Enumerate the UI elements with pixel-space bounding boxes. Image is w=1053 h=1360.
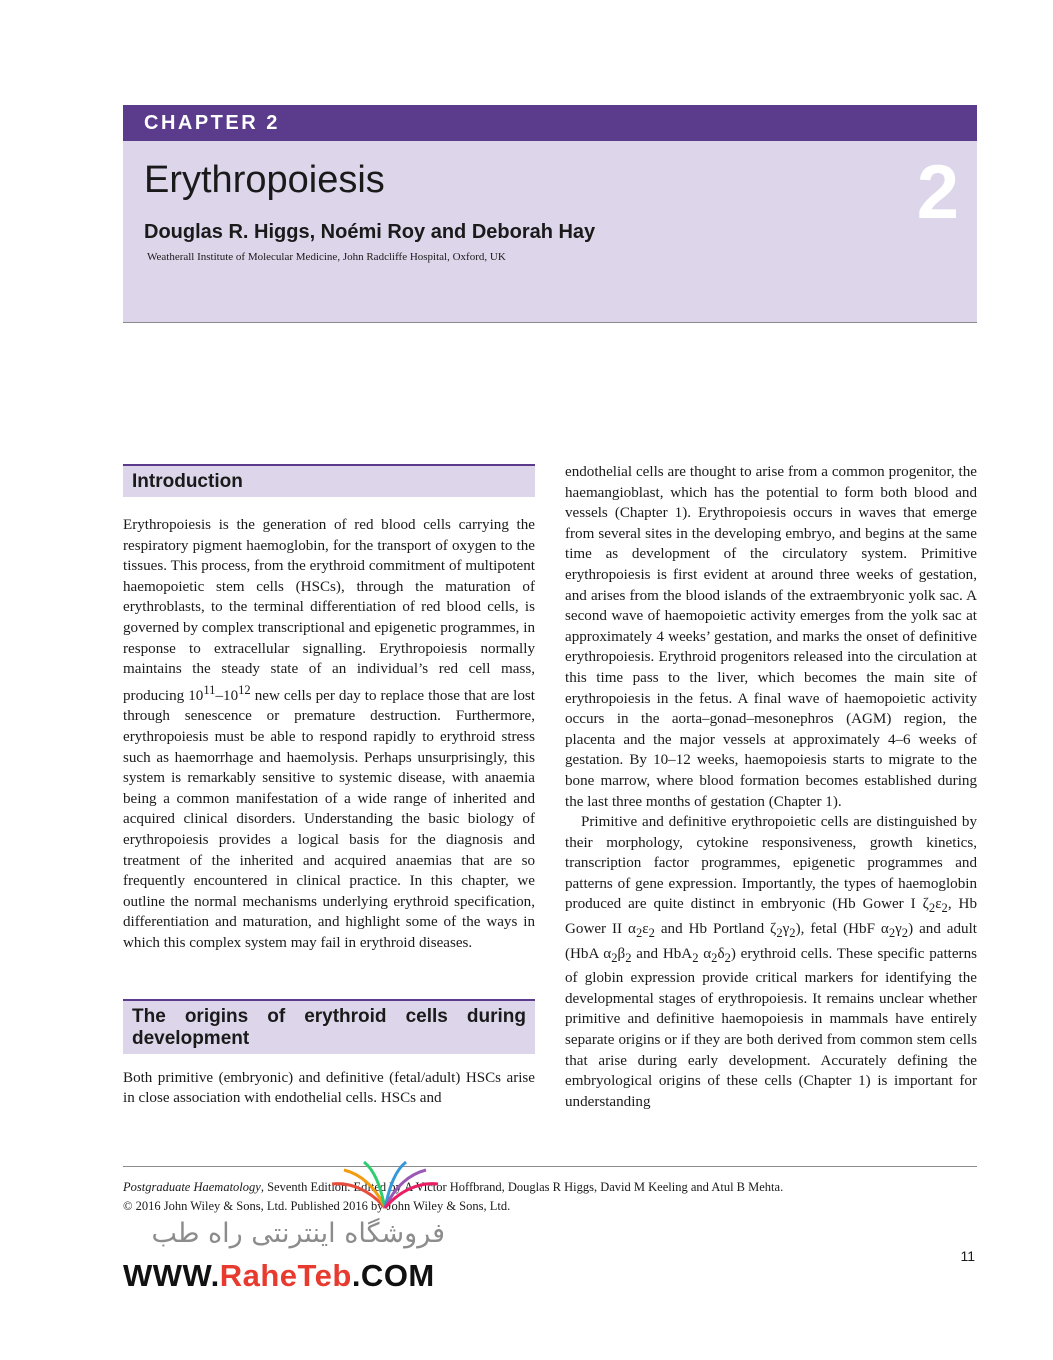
section-heading-origins: The origins of erythroid cells during development bbox=[123, 999, 535, 1054]
intro-text-part-1: Erythropoiesis is the generation of red blood cells carrying the respiratory pigment haemoglobin, for the transport of oxygen to the tissues. This process, from the erythroid commitment of multipotent haemopoietic stem cells (HSCs), through the maturation of erythroblasts, to the terminal differentiation of red blood cells, is governed by complex transcriptional and epigenetic programmes, in response to extracellular signalling. Erythropoiesis normally maintains the steady state of an individual’s red cell mass, producing 10 bbox=[123, 517, 535, 704]
authors: Douglas R. Higgs, Noémi Roy and Deborah Hay bbox=[144, 221, 596, 243]
footer-citation bbox=[123, 1178, 883, 1216]
intro-text-part-2: new cells per day to replace those that are lost through senescence or premature destruction. Furthermore, erythropoiesis must be able to respond rapidly to erythroid stress such as haemorrhage and haemolysis. Perhaps unsurprisingly, this system is remarkably sensitive to systemic disease, with anaemia being a common manifestation of a wide range of inherited and acquired clinical disorders. Understanding the basic biology of erythropoiesis provides a logical basis for the diagnosis and treatment of the inherited and acquired anaemias that are so frequently encountered in clinical practice. In this chapter, we outline the normal mechanisms underlying erythroid specification, differentiation and maturation, and highlight some of the ways in which this complex system may fail in erythroid diseases. bbox=[123, 687, 535, 951]
subscript: 2 bbox=[789, 926, 796, 941]
text-run: ) and adult (HbA α bbox=[565, 921, 977, 962]
subscript: 2 bbox=[635, 926, 643, 941]
text-run: ) erythroid cells. These specific patterns of globin expression provide critical markers for identifying the developmental stages of erythropoiesis. It remains unclear whether primitive and definitive haemopoiesis in mammals have entirely separate origins or if they are both derived from common stem cells that arise during early development. Accurately defining the embryological origins of these cells (Chapter 1) is important for understanding bbox=[565, 945, 977, 1110]
right-column bbox=[565, 462, 977, 1112]
url-prefix: WWW. bbox=[123, 1258, 220, 1293]
subscript: 2 bbox=[692, 950, 699, 965]
haemoglobin-paragraph bbox=[565, 812, 977, 1112]
exponent-11: 11 bbox=[203, 682, 216, 697]
page-number: 11 bbox=[960, 1248, 975, 1264]
chapter-label-bar bbox=[123, 105, 977, 141]
citation-line-1 bbox=[123, 1178, 883, 1197]
watermark-url bbox=[123, 1258, 435, 1294]
intro-dash: –10 bbox=[215, 687, 239, 704]
text-run: ), fetal (HbF α bbox=[795, 921, 889, 938]
subscript: 2 bbox=[901, 926, 909, 941]
text-run: γ bbox=[782, 921, 790, 938]
text-run: Primitive and definitive erythropoietic cells are distinguished by their morphology, cytokine responsiveness, growth kinetics, transcription factor programmes, epigenetic programmes and patterns of gene expression. Importantly, the types of haemoglobin produced are quite distinct in embryonic (Hb Gower I ζ bbox=[565, 814, 977, 913]
text-run: , Hb Gower II α bbox=[565, 896, 978, 938]
subscript: 2 bbox=[928, 901, 936, 916]
affiliation: Weatherall Institute of Molecular Medicine, John Radcliffe Hospital, Oxford, UK bbox=[147, 251, 506, 263]
url-brand: RaheTeb bbox=[219, 1258, 352, 1293]
text-run: β bbox=[617, 945, 626, 962]
subscript: 2 bbox=[648, 926, 655, 941]
subscript: 2 bbox=[711, 950, 718, 965]
exponent-12: 12 bbox=[238, 682, 251, 697]
footer-divider bbox=[123, 1166, 977, 1167]
chapter-title: Erythropoiesis bbox=[144, 159, 385, 201]
url-suffix: .COM bbox=[351, 1258, 435, 1293]
origins-paragraph: Both primitive (embryonic) and definitive (fetal/adult) HSCs arise in close association with endothelial cells. HSCs and bbox=[123, 1069, 535, 1107]
text-run: γ bbox=[895, 921, 902, 938]
watermark-store-name: فروشگاه اینترنتی راه طب bbox=[151, 1218, 445, 1249]
citation-text: , Seventh Edition. Edited by A Victor Hoffbrand, Douglas R Higgs, David M Keeling and Atul B Mehta. bbox=[260, 1180, 784, 1194]
text-run: and HbA bbox=[631, 945, 693, 962]
section-heading-introduction: Introduction bbox=[123, 464, 535, 497]
left-column bbox=[123, 464, 535, 1109]
subscript: 2 bbox=[625, 950, 632, 965]
introduction-paragraph bbox=[123, 515, 535, 954]
text-run: α bbox=[698, 945, 712, 962]
subscript: 2 bbox=[888, 926, 896, 941]
book-title: Postgraduate Haematology bbox=[123, 1180, 261, 1194]
chapter-number: 2 bbox=[916, 150, 959, 235]
subscript: 2 bbox=[724, 950, 731, 965]
chapter-label: CHAPTER 2 bbox=[144, 112, 280, 134]
text-run: ε bbox=[935, 896, 942, 913]
text-run: and Hb Portland ζ bbox=[654, 921, 777, 938]
continued-paragraph: endothelial cells are thought to arise from a common progenitor, the haemangioblast, which has the potential to form both blood and vessels (Chapter 1). Erythropoiesis occurs in waves that emerge from several sites in the developing embryo, and begins at the same time as development of the circulatory system. Primitive erythropoiesis is first evident at around three weeks of gestation, and arises from the blood islands of the extraembryonic yolk sac. A second wave of haemopoietic activity emerges from the yolk sac at approximately 4 weeks’ gestation, and marks the onset of definitive erythropoiesis. Erythroid progenitors released into the circulation at this time pass to the liver, which becomes the main site of erythropoiesis in the fetus. A final wave of haemopoietic activity occurs in the aorta–gonad–mesonephros (AGM) region, the placenta and the major vessels at approximately 4–6 weeks of gestation. By 10–12 weeks, haemopoiesis starts to migrate to the bone marrow, where blood formation becomes established during the last three months of gestation (Chapter 1). bbox=[565, 464, 977, 810]
subscript: 2 bbox=[611, 950, 618, 965]
citation-line-2: © 2016 John Wiley & Sons, Ltd. Published 2016 by John Wiley & Sons, Ltd. bbox=[123, 1199, 511, 1213]
subscript: 2 bbox=[776, 926, 783, 941]
text-run: ε bbox=[642, 921, 649, 938]
text-run: δ bbox=[717, 945, 725, 962]
subscript: 2 bbox=[941, 901, 948, 916]
chapter-header bbox=[123, 141, 977, 323]
book-fan-logo-icon bbox=[330, 1160, 440, 1210]
